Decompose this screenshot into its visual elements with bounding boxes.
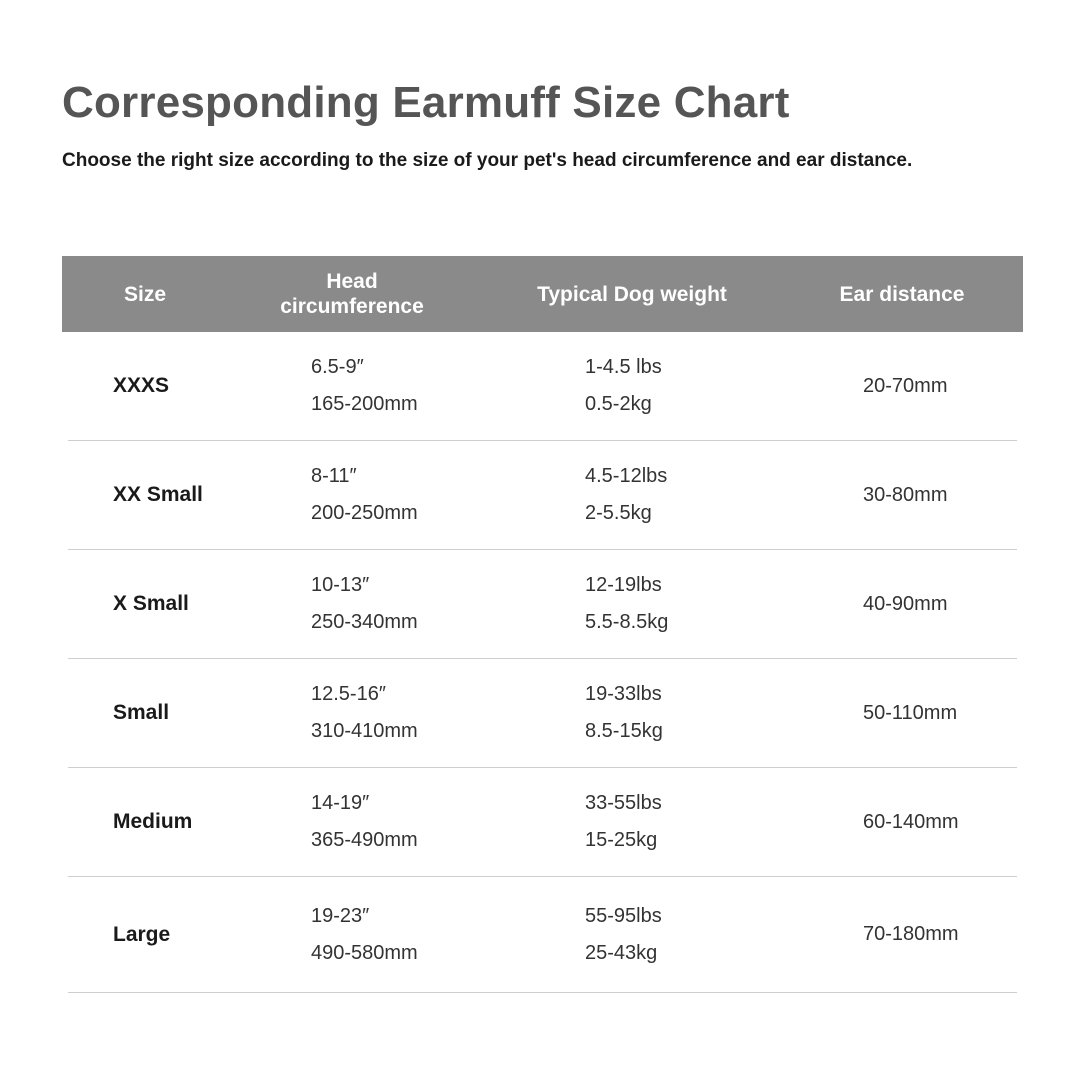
weight-kg: 8.5-15kg <box>585 720 663 742</box>
head-inches: 19-23″ <box>311 904 370 927</box>
ear-distance-cell: 60-140mm <box>863 810 959 833</box>
head-inches: 10-13″ <box>311 574 370 596</box>
ear-distance-cell: 40-90mm <box>863 592 948 615</box>
header-head-line1: Head <box>326 270 378 293</box>
weight-cell <box>585 768 662 876</box>
head-inches: 14-19″ <box>311 792 370 814</box>
weight-kg: 15-25kg <box>585 829 658 851</box>
head-circumference-cell <box>311 768 418 876</box>
header-head-circumference <box>252 256 452 332</box>
head-mm: 310-410mm <box>311 720 418 742</box>
weight-kg: 0.5-2kg <box>585 393 652 415</box>
ear-distance-cell: 70-180mm <box>863 923 959 945</box>
head-mm: 165-200mm <box>311 393 418 415</box>
weight-kg: 25-43kg <box>585 941 658 964</box>
weight-lbs: 4.5-12lbs <box>585 465 668 487</box>
weight-lbs: 33-55lbs <box>585 792 662 814</box>
head-circumference-cell <box>311 332 418 440</box>
size-cell: X Small <box>113 592 189 615</box>
size-cell: XXXS <box>113 374 170 397</box>
header-ear-distance: Ear distance <box>839 282 965 306</box>
weight-kg: 2-5.5kg <box>585 502 652 524</box>
size-cell: Small <box>113 701 170 724</box>
size-cell: XX Small <box>113 483 203 506</box>
table-header <box>62 256 1023 332</box>
head-circumference-cell <box>311 441 418 549</box>
table-row <box>68 768 1017 877</box>
head-inches: 6.5-9″ <box>311 356 364 378</box>
size-cell: Medium <box>113 810 193 833</box>
table-row <box>68 332 1017 441</box>
head-mm: 250-340mm <box>311 611 418 633</box>
table-row <box>68 441 1017 550</box>
head-circumference-cell <box>311 550 418 658</box>
head-inches: 8-11″ <box>311 465 357 487</box>
weight-lbs: 19-33lbs <box>585 683 662 705</box>
weight-kg: 5.5-8.5kg <box>585 611 669 633</box>
weight-cell <box>585 441 667 549</box>
ear-distance-cell: 20-70mm <box>863 374 948 397</box>
table-row <box>68 550 1017 659</box>
head-circumference-cell <box>311 659 418 767</box>
table-row <box>68 877 1017 993</box>
head-mm: 490-580mm <box>311 941 418 964</box>
ear-distance-cell: 50-110mm <box>863 701 958 724</box>
head-mm: 200-250mm <box>311 502 418 524</box>
weight-cell <box>585 659 663 767</box>
header-size: Size <box>123 282 167 306</box>
ear-distance-cell: 30-80mm <box>863 483 948 506</box>
head-circumference-cell <box>311 877 418 992</box>
weight-lbs: 12-19lbs <box>585 574 662 596</box>
page-subtitle: Choose the right size according to the size of your pet's head circumference and ear distance. <box>62 150 913 171</box>
size-chart-table <box>62 256 1023 993</box>
header-head-line2: circumference <box>280 295 424 318</box>
weight-lbs: 1-4.5 lbs <box>585 356 662 378</box>
weight-lbs: 55-95lbs <box>585 904 662 927</box>
weight-cell <box>585 332 662 440</box>
page-title: Corresponding Earmuff Size Chart <box>62 78 790 127</box>
weight-cell <box>585 877 662 992</box>
head-inches: 12.5-16″ <box>311 683 386 705</box>
size-cell: Large <box>113 922 171 946</box>
head-mm: 365-490mm <box>311 829 418 851</box>
header-typical-weight: Typical Dog weight <box>537 282 727 306</box>
table-row <box>68 659 1017 768</box>
weight-cell <box>585 550 668 658</box>
